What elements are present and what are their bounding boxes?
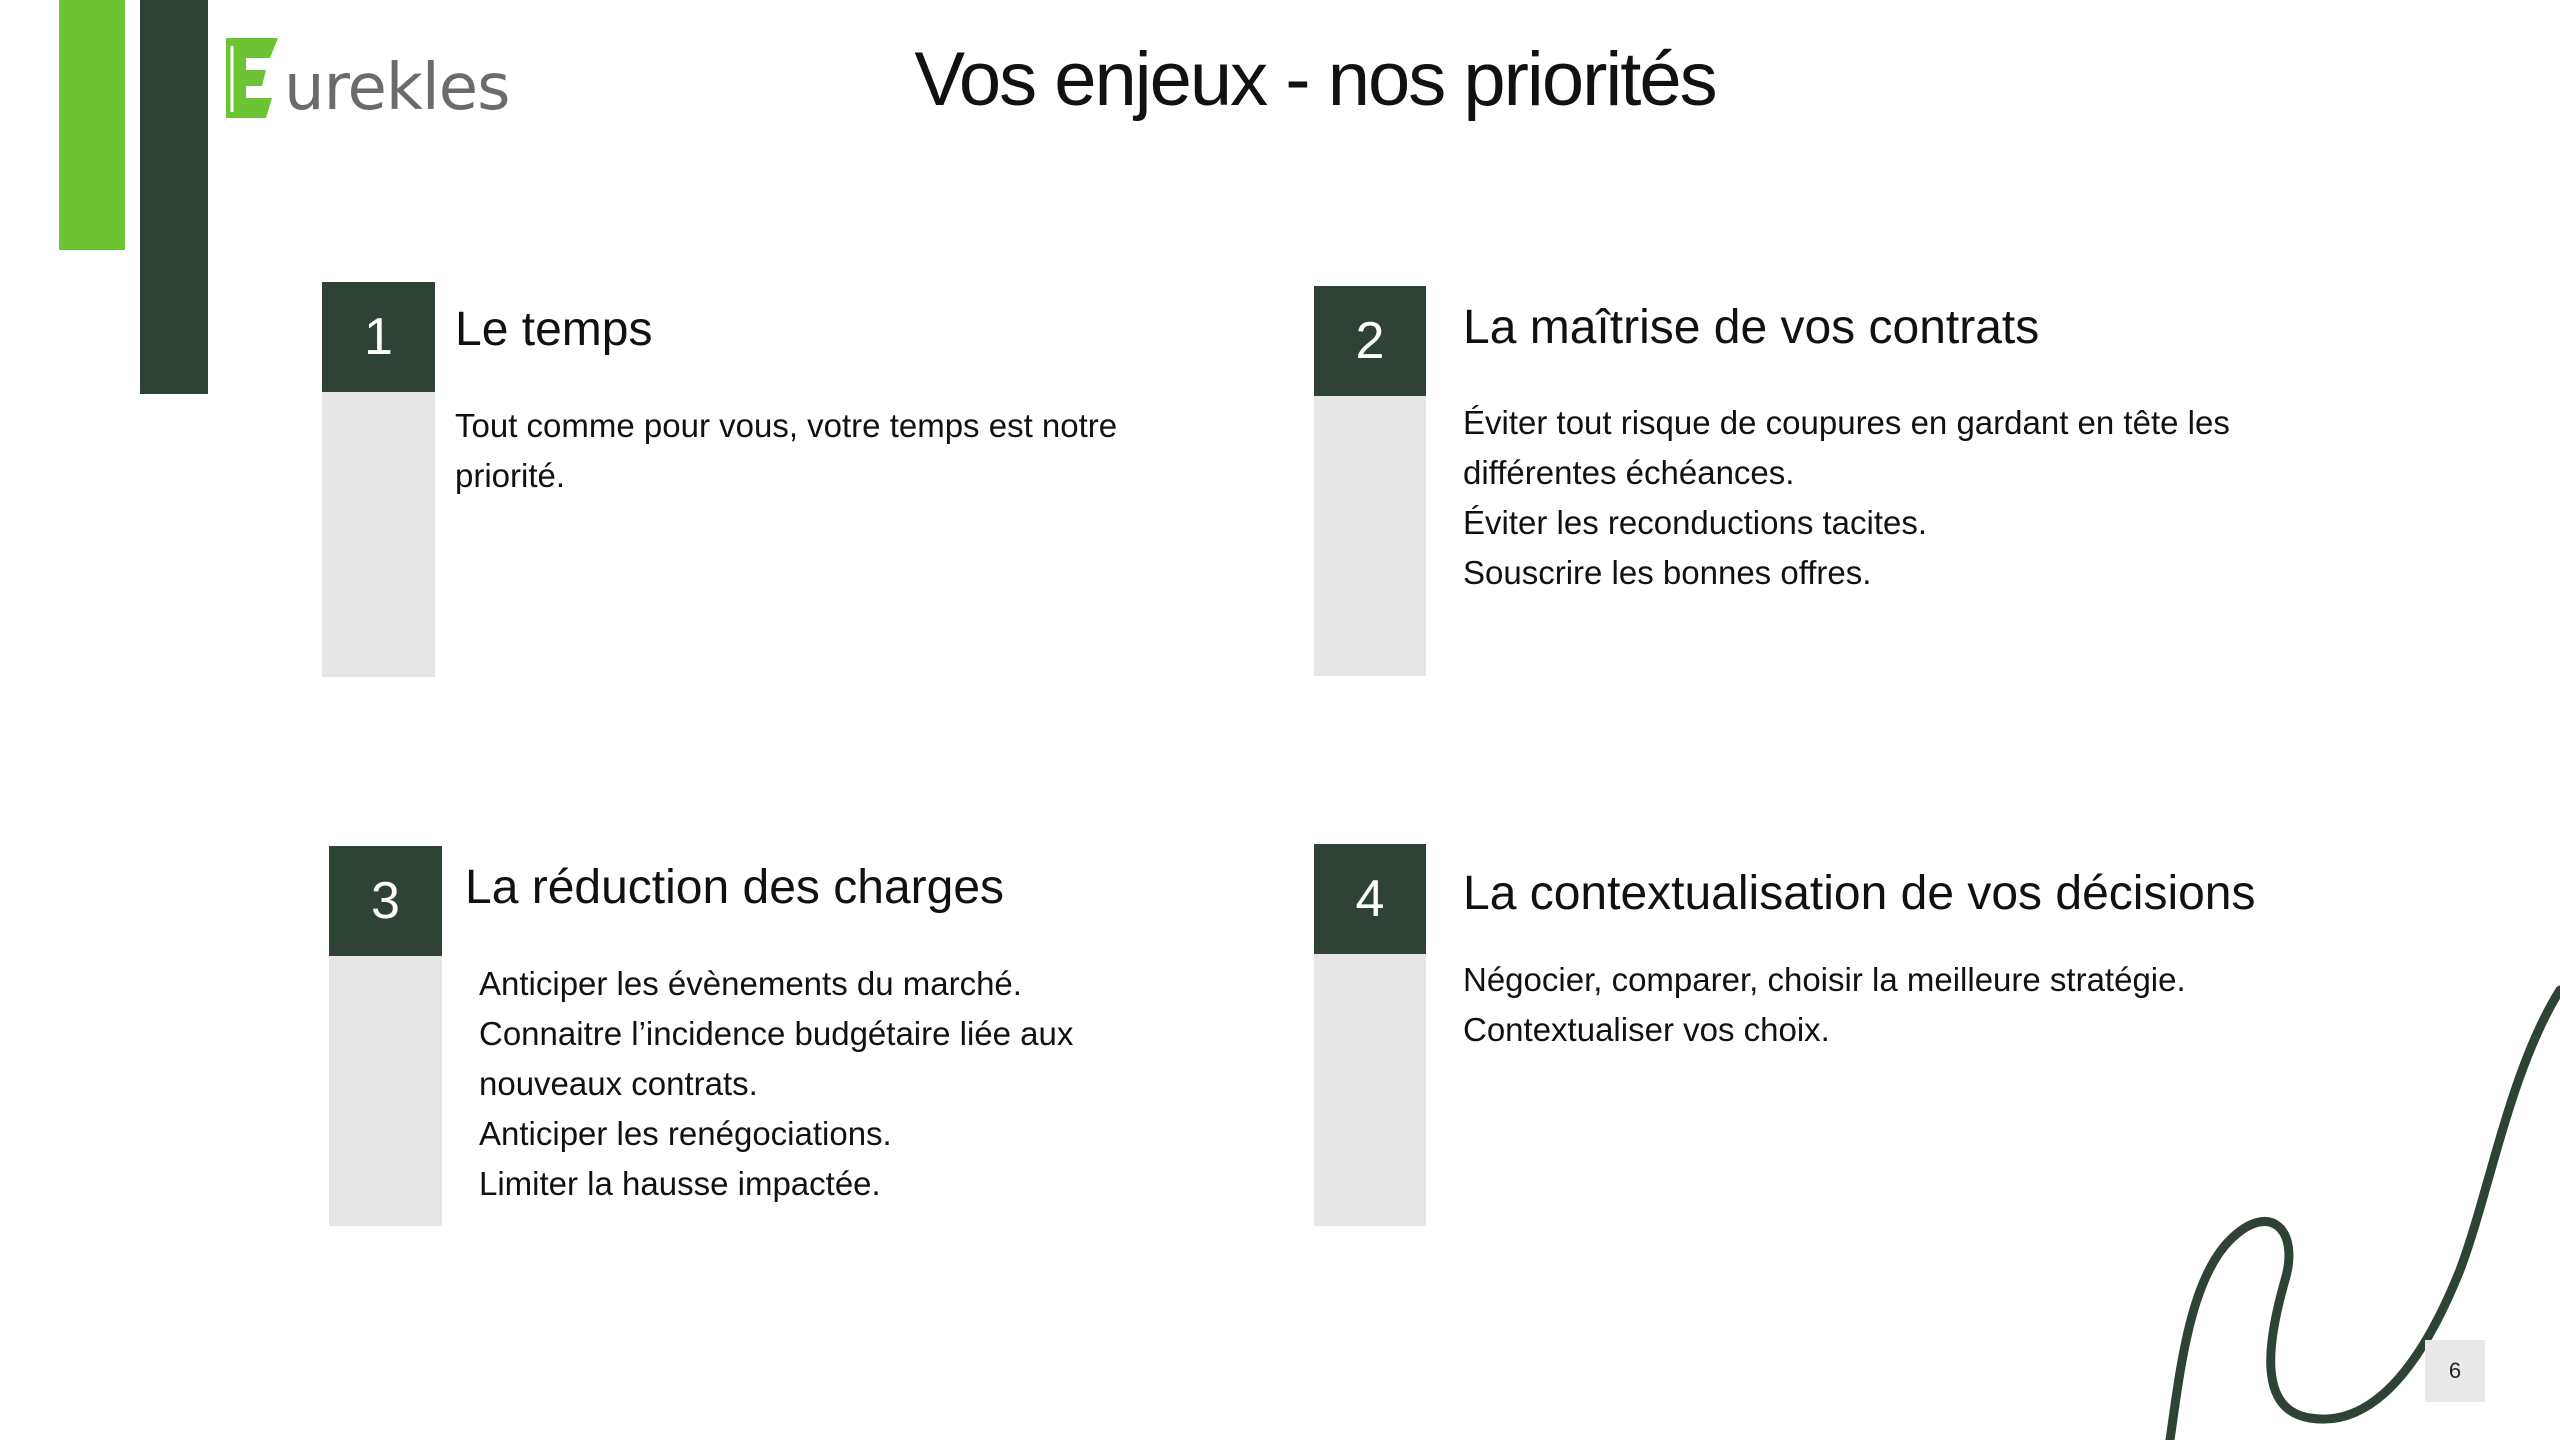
- card-3-line: Limiter la hausse impactée.: [479, 1165, 881, 1202]
- card-2-line: Souscrire les bonnes offres.: [1463, 554, 1872, 591]
- card-3-panel: [329, 846, 442, 1226]
- card-3-body: [479, 959, 1073, 1209]
- card-2-body: [1463, 398, 2230, 598]
- card-2-title: La maîtrise de vos contrats: [1463, 301, 2040, 354]
- card-2-line: Éviter tout risque de coupures en gardant en tête les: [1463, 404, 2230, 441]
- page-title: Vos enjeux - nos priorités: [914, 37, 1716, 122]
- card-3-title: La réduction des charges: [465, 861, 1005, 914]
- card-2-number: 2: [1314, 286, 1426, 396]
- card-3-line: Anticiper les évènements du marché.: [479, 965, 1022, 1002]
- decorative-wave: [2150, 950, 2560, 1440]
- logo-wordmark: urekles: [284, 51, 510, 125]
- card-4-body: [1463, 955, 2186, 1055]
- card-3-line: nouveaux contrats.: [479, 1065, 758, 1102]
- card-2-panel: [1314, 286, 1426, 676]
- card-1-line: priorité.: [455, 457, 566, 494]
- card-4-title: La contextualisation de vos décisions: [1463, 867, 2256, 920]
- card-1-panel: [322, 282, 435, 677]
- card-1-number: 1: [322, 282, 435, 392]
- card-4-number: 4: [1314, 844, 1426, 954]
- card-3-line: Anticiper les renégociations.: [479, 1115, 892, 1152]
- card-2-line: différentes échéances.: [1463, 454, 1795, 491]
- card-3-number: 3: [329, 846, 442, 956]
- card-4-panel: [1314, 844, 1426, 1226]
- card-4-line: Négocier, comparer, choisir la meilleure stratégie.: [1463, 961, 2186, 998]
- page-number: 6: [2425, 1340, 2485, 1402]
- card-1-body: [455, 401, 1117, 501]
- card-4-line: Contextualiser vos choix.: [1463, 1011, 1830, 1048]
- card-1-title: Le temps: [455, 303, 653, 356]
- card-2-line: Éviter les reconductions tacites.: [1463, 504, 1928, 541]
- card-3-line: Connaitre l’incidence budgétaire liée aux: [479, 1015, 1074, 1052]
- card-1-line: Tout comme pour vous, votre temps est notre: [455, 407, 1118, 444]
